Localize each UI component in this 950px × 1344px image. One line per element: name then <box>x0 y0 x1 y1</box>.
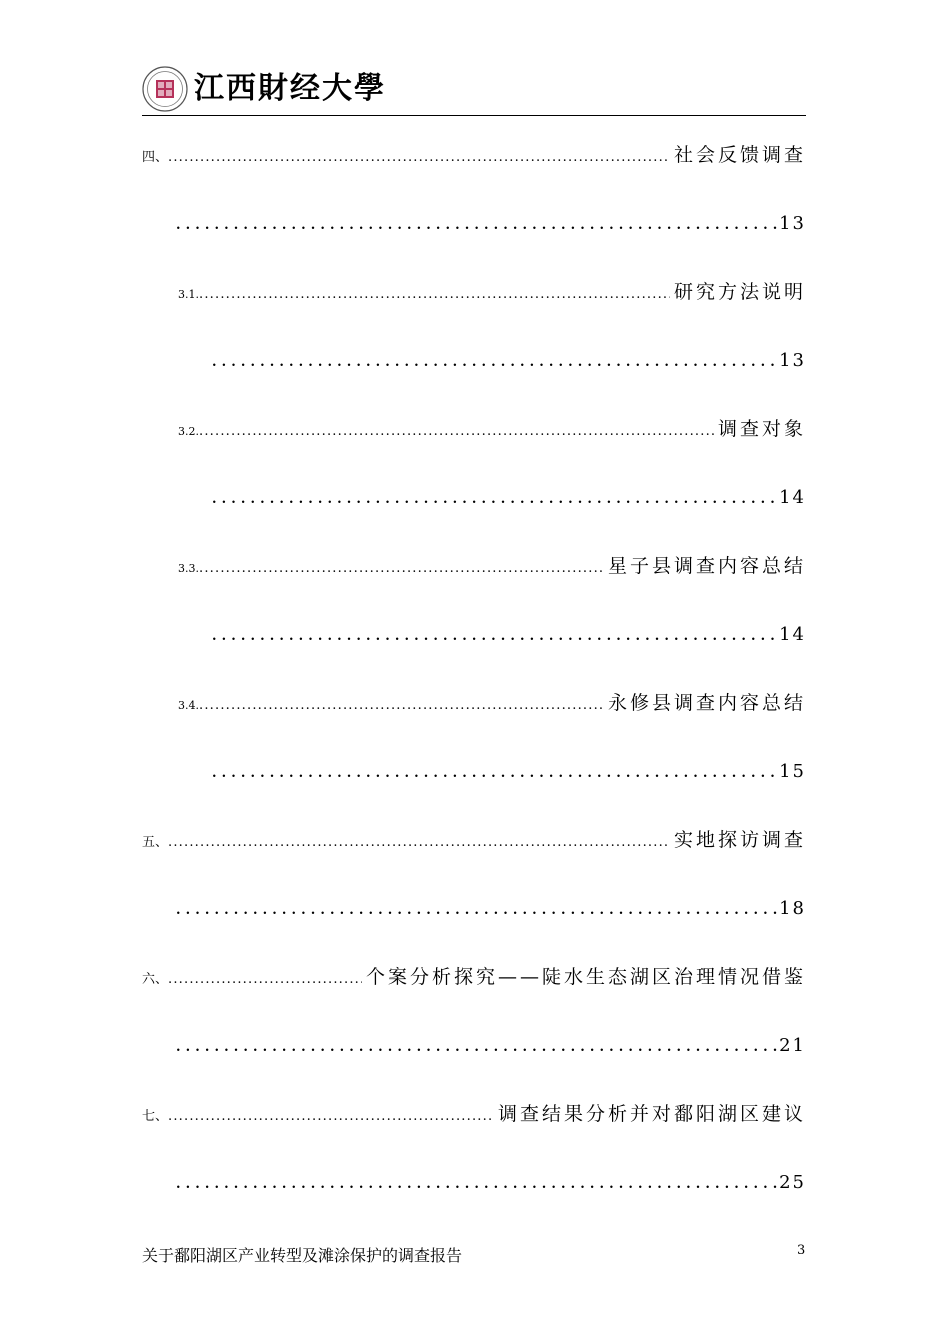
toc-entry-page-line[interactable] <box>212 761 806 782</box>
toc-entry-title-line[interactable] <box>142 962 806 989</box>
toc-title: 研究方法说明 <box>673 281 806 303</box>
toc-entry-page-line[interactable] <box>176 1172 806 1193</box>
dot-leader <box>212 492 777 507</box>
dot-leader <box>176 1177 777 1192</box>
dot-leader <box>212 629 777 644</box>
dot-leader <box>199 424 714 439</box>
toc-entry-title-line[interactable] <box>178 688 806 715</box>
footer-report-title: 关于鄱阳湖区产业转型及滩涂保护的调查报告 <box>142 1246 463 1265</box>
toc-title: 实地探访调查 <box>673 829 806 851</box>
toc-number: 四、 <box>142 150 169 165</box>
toc-number: 3.2. <box>178 425 199 438</box>
toc-title: 个案分析探究——陡水生态湖区治理情况借鉴 <box>365 966 806 988</box>
toc-entry-title-line[interactable] <box>142 825 806 852</box>
toc-entry-title-line[interactable] <box>142 140 806 167</box>
toc-page-number: 14 <box>779 487 806 508</box>
dot-leader <box>168 1109 494 1124</box>
toc-number: 3.4. <box>178 699 199 712</box>
toc-page-number: 13 <box>779 350 806 371</box>
toc-entry-title-line[interactable] <box>178 551 806 578</box>
dot-leader <box>199 698 604 713</box>
toc-page-number: 21 <box>779 1035 806 1056</box>
toc-number: 六、 <box>142 972 169 987</box>
dot-leader <box>168 972 362 987</box>
toc-entry-title-line[interactable] <box>178 414 806 441</box>
toc-title: 社会反馈调查 <box>673 144 806 166</box>
toc-title: 调查对象 <box>717 418 806 440</box>
toc-entry-page-line[interactable] <box>176 1035 806 1056</box>
toc-number: 七、 <box>142 1109 169 1124</box>
dot-leader <box>212 355 777 370</box>
dot-leader <box>168 150 670 165</box>
toc-page-number: 14 <box>779 624 806 645</box>
toc-entry-page-line[interactable] <box>212 350 806 371</box>
toc-number: 3.3. <box>178 562 199 575</box>
toc-entry-page-line[interactable] <box>176 898 806 919</box>
toc-page-number: 13 <box>779 213 806 234</box>
footer-page-number: 3 <box>797 1243 806 1258</box>
dot-leader <box>168 835 670 850</box>
toc-title: 永修县调查内容总结 <box>607 692 806 714</box>
toc-page-number: 18 <box>779 898 806 919</box>
toc-entry-page-line[interactable] <box>212 487 806 508</box>
toc-number: 3.1. <box>178 288 199 301</box>
dot-leader <box>176 218 777 233</box>
dot-leader <box>199 561 604 576</box>
dot-leader <box>176 903 777 918</box>
university-name: 江西財经大學 <box>194 71 386 106</box>
toc-entry-title-line[interactable] <box>142 1099 806 1126</box>
page-header <box>142 66 806 116</box>
dot-leader <box>176 1040 777 1055</box>
toc-number: 五、 <box>142 835 169 850</box>
dot-leader <box>199 287 670 302</box>
toc-entry-page-line[interactable] <box>176 213 806 234</box>
header-divider <box>142 115 806 116</box>
toc-page-number: 25 <box>779 1172 806 1193</box>
toc-page-number: 15 <box>779 761 806 782</box>
toc-entry-page-line[interactable] <box>212 624 806 645</box>
dot-leader <box>212 766 777 781</box>
toc-title: 星子县调查内容总结 <box>607 555 806 577</box>
toc-entry-title-line[interactable] <box>178 277 806 304</box>
toc-title: 调查结果分析并对鄱阳湖区建议 <box>497 1103 806 1125</box>
university-seal-icon <box>142 66 188 112</box>
